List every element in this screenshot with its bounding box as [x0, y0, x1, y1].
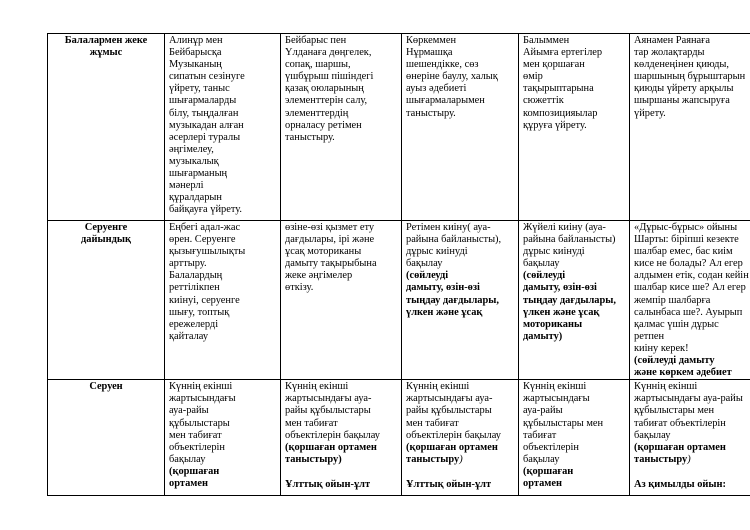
table-cell: Күннің екінші жартысындағы ауа-райы құбылыстары мен табиғат объектілерін бақылау (қоршаған ортамен	[165, 380, 281, 496]
cell-bold-note: (қоршаған ортамен	[169, 465, 220, 489]
cell-bold-note: (қоршаған ортамен	[523, 465, 574, 489]
cell-bold-note: (қоршаған ортамен таныстыру	[634, 441, 726, 465]
table-cell: «Дұрыс-бұрыс» ойыны Шарты: біріпші кезекте шалбар емес, бас киім кисе не болады? Ал егер алдымен етік, содан кейін шалбар кисе ше? Ал егер жемпір шалбарға салынбаса ше?. Ауырып қалмас үшін дұрыс ретпен киіну керек! (сөйлеуді дамыту және көркем әдебиет	[630, 221, 750, 380]
table-cell: Жүйелі киіну (ауа- райына байланысты) дұрыс киінуді бақылау (сөйлеуді дамыту, өзін-өзі тыңдау дағдылары, үлкен және ұсақ моториканы дамыту)	[519, 221, 630, 380]
table-cell: Еңбегі адал-жас өрен. Серуенге қызығушылықты арттыру. Балалардың реттілікпен киінуі, серуенге шығу, топтық ережелерді қайталау	[165, 221, 281, 380]
table-cell: Көркеммен Нұрмашқа шешендікке, сөз өнеріне баулу, халық ауыз әдебиеті шығармаларымен таныстыру.	[402, 34, 519, 221]
row-heading-individual-work: Балалармен жеке жұмыс	[48, 34, 165, 221]
table-cell: Күннің екінші жартысындағы ауа-райы құбылыстары мен табиғат объектілерін бақылау (қоршаған ортамен	[519, 380, 630, 496]
table-cell: өзіне-өзі қызмет ету дағдылары, ірі және ұсақ моториканы дамыту тақырыбына жеке әңгімелер өткізу.	[281, 221, 402, 380]
cell-bold-note: (қоршаған ортамен таныстыру	[406, 441, 498, 465]
table-row-walk	[48, 380, 750, 496]
cell-bold-subheading: Ұлттық ойын-ұлт	[285, 478, 371, 490]
cell-bold-note: (сөйлеуді дамыту және көркем әдебиет	[634, 355, 732, 379]
table-cell: Күннің екінші жартысындағы ауа- райы құбылыстары мен табиғат объектілерін бақылау (қоршаған ортамен таныстыру) Ұлттық ойын-ұлт	[281, 380, 402, 496]
row-heading-walk: Серуен	[48, 380, 165, 496]
table-cell: Ретімен киіну( ауа- райына байланысты), дұрыс киінуді бақылау (сөйлеуді дамыту, өзін-өзі тыңдау дағдылары, үлкен және ұсақ	[402, 221, 519, 380]
cell-bold-note: (сөйлеуді дамыту, өзін-өзі тыңдау дағдылары, үлкен және ұсақ	[406, 270, 499, 318]
daily-plan-table	[47, 33, 750, 496]
table-cell: Балыммен Айымға ертегілер мен қоршаған өмір тақырыптарына сюжеттік композицияылар құруға үйрету.	[519, 34, 630, 221]
table-cell: Күннің екінші жартысындағы ауа- райы құбылыстары мен табиғат объектілерін бақылау (қоршаған ортамен таныстыру) Ұлттық ойын-ұлт	[402, 380, 519, 496]
table-cell: Алинұр мен Бейбарысқа Музыканың сипатын сезінуге үйрету, таныс шығармаларды білу, тыңдалған музыкадан алған әсерлері туралы әңгімелеу, музыкалық шығарманың мәнерлі құралдарын байқауға үйрету.	[165, 34, 281, 221]
table-cell: Аянамен Раянаға тар жолақтарды көлденеңінен қиюды, шаршының бұрыштарын қиюды үйрету арқылы шыршаны жапсыруға үйрету.	[630, 34, 750, 221]
table-cell: Күннің екінші жартысындағы ауа-райы құбылыстары мен табиғат объектілерін бақылау (қоршаған ортамен таныстыру) Аз қимылды ойын:	[630, 380, 750, 496]
table-cell: Бейбарыс пен Үлданаға дөңгелек, сопақ, шаршы, үшбұрыш пішіндегі қазақ оюларының элементтерін салу, элементтердің орналасу ретімен таныстыру.	[281, 34, 402, 221]
cell-bold-note: (қоршаған ортамен таныстыру)	[285, 441, 377, 465]
cell-italic-paren: )	[459, 453, 463, 465]
cell-bold-subheading: Аз қимылды ойын:	[634, 478, 726, 490]
cell-italic-paren: )	[687, 453, 691, 465]
cell-bold-subheading: Ұлттық ойын-ұлт	[406, 478, 492, 490]
cell-bold-note: (сөйлеуді дамыту, өзін-өзі тыңдау дағдылары, үлкен және ұсақ моториканы дамыту)	[523, 270, 616, 342]
table-row-walk-preparation	[48, 221, 750, 380]
row-heading-walk-preparation: Серуенге дайындық	[48, 221, 165, 380]
table-row-individual-work	[48, 34, 750, 221]
